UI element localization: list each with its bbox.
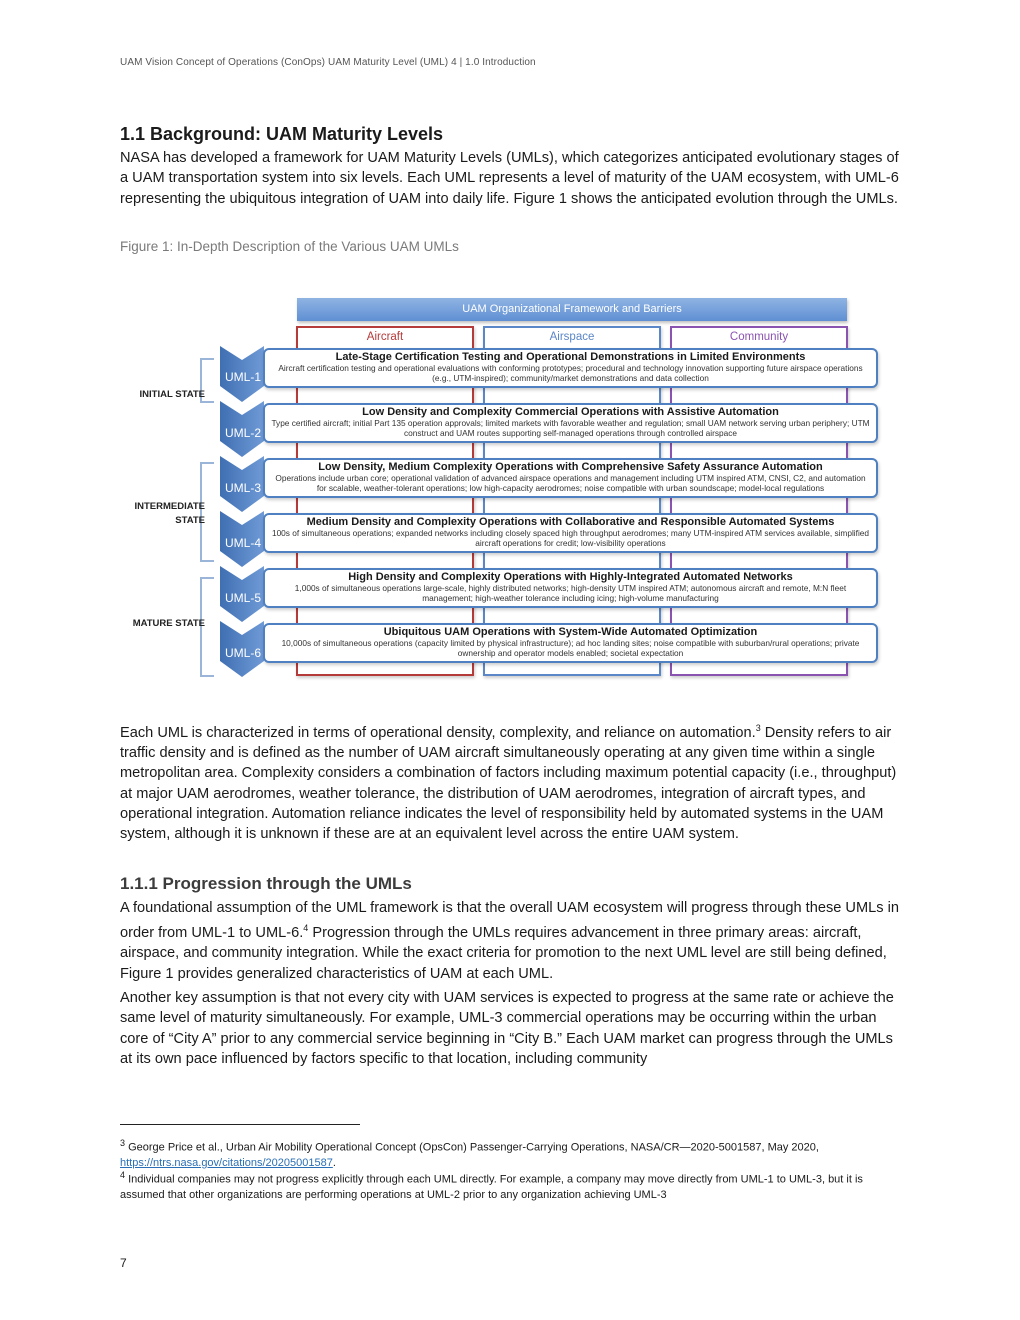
uml-2-description: Type certified aircraft; initial Part 135 operation approvals; limited markets with favorable weather and regulation; small UAM network serving urban periphery; UTM construct and UAM routes supporting self-managed operations through controlled airspace: [271, 418, 870, 438]
uml-6-title: Ubiquitous UAM Operations with System-Wide Automated Optimization: [383, 626, 758, 638]
uml-4-description: 100s of simultaneous operations; expanded networks including closely spaced high throughput aerodromes; many UTM-inspired ATM services available, simplified aircraft operations for credit; low-visibility operations: [271, 528, 870, 548]
uml-3-title: Low Density, Medium Complexity Operations with Comprehensive Safety Assurance Automation: [318, 461, 823, 473]
uml-2-row: [263, 403, 878, 443]
uml-3-row: [263, 458, 878, 498]
column-label-airspace: Airspace: [549, 331, 595, 343]
mature-state-label: MATURE STATE: [132, 618, 205, 629]
column-label-community: Community: [729, 331, 789, 343]
footnote-ref-4[interactable]: 4: [303, 923, 309, 934]
uml-4-title: Medium Density and Complexity Operations with Collaborative and Responsible Automated Systems: [306, 516, 835, 528]
uml-4-row: [263, 513, 878, 553]
running-header: UAM Vision Concept of Operations (ConOps) UAM Maturity Level (UML) 4 | 1.0 Introduction: [120, 57, 536, 68]
footnote-ref-3[interactable]: 3: [755, 723, 761, 733]
uml-1-title: Late-Stage Certification Testing and Operational Demonstrations in Limited Environments: [335, 351, 806, 363]
subsection-heading: 1.1.1 Progression through the UMLs: [120, 874, 412, 893]
intro-paragraph: NASA has developed a framework for UAM Maturity Levels (UMLs), which categorizes anticipated evolutionary stages of a UAM transportation system into six levels. Each UML represents a level of maturity of the UAM ecosystem, with UML-6 representing the ubiquitous integration of UAM into daily life. Figure 1 shows the anticipated evolution through the UMLs.: [120, 150, 899, 207]
uml-1-label: UML-1: [224, 370, 261, 384]
uml-1-description: Aircraft certification testing and operational evaluations with conforming prototypes; procedural and technology innovation supporting future airspace operations (e.g., UTM-inspired); community/market demonstrations and data collection: [278, 363, 863, 383]
intermediate-state-label: INTERMEDIATE STATE: [134, 501, 205, 526]
uml-5-row: [263, 568, 878, 608]
framework-banner: UAM Organizational Framework and Barriers: [297, 298, 847, 321]
uml-4-label: UML-4: [224, 536, 261, 550]
uml-5-title: High Density and Complexity Operations with Highly-Integrated Automated Networks: [348, 571, 793, 583]
section-heading: 1.1 Background: UAM Maturity Levels: [120, 124, 444, 144]
citation-link[interactable]: https://ntrs.nasa.gov/citations/20205001587: [120, 1156, 333, 1169]
uml-6-row: [263, 623, 878, 663]
column-label-aircraft: Aircraft: [366, 331, 404, 343]
progression-paragraph: A foundational assumption of the UML framework is that the overall UAM ecosystem will progress through these UMLs in order from UML-1 to UML-6.$^4$ Progression through the UMLs requires advancement in three primary areas: aircraft, airspace, and community integration. While the exact criteria for promotion to the next UML level are still being defined, Figure 1 provides generalized characteristics of UAM at each UML.: [120, 900, 899, 982]
initial-state-label: INITIAL STATE: [139, 389, 205, 400]
uml-3-description: Operations include urban core; operational validation of advanced airspace operations and management including UTM inspired ATM, CNSI, C2, and automation for scalable, weather-tolerant operations; low high-capacity aerodromes; noise compatible with urban soundscape; model-local regulations: [275, 473, 866, 493]
uml-6-label: UML-6: [224, 646, 261, 660]
footnote-3: $^3$ George Price et al., Urban Air Mobility Operational Concept (OpsCon) Passenger-Carrying Operations, NASA/CR—2020-5001587, May 2020, https://ntrs.nasa.gov/citations/20205001587.: [120, 1138, 819, 1169]
uml-5-description: 1,000s of simultaneous operations large-scale, highly distributed networks; high-density UTM inspired ATM; autonomous aircraft and remote, M:N fleet management; high-weather tolerance including icing; high-volume manufacturing: [294, 583, 847, 603]
uml-2-title: Low Density and Complexity Commercial Operations with Assistive Automation: [362, 406, 779, 418]
uml-characterization-paragraph: Each UML is characterized in terms of operational density, complexity, and reliance on automation.$^3$ Density refers to air traffic density and is defined as the number of UAM aircraft simultaneously operating at any given time within a single metropolitan area. Complexity considers a combination of factors including maximum potential capacity (i.e., throughput) at major UAM aerodromes, weather tolerance, the distribution of UAM aerodromes, integration of aircraft types, and operational integration. Automation reliance indicates the level of responsibility held by automated systems in the UAM system, although it is unknown if these are at an equivalent level across the entire UAM system.: [120, 723, 897, 843]
city-progress-paragraph: Another key assumption is that not every city with UAM services is expected to progress at the same rate or achieve the same level of maturity simultaneously. For example, UML-3 commercial operations may be occurring within the urban core of “City A” prior to any commercial service beginning in “City B.” Each UAM market can progress through the UMLs at its own pace influenced by factors specific to that location, including community: [120, 990, 894, 1067]
uml-1-row: [263, 348, 878, 388]
footnote-4: $^4$ Individual companies may not progress explicitly through each UML directly. For example, a company may move directly from UML-1 to UML-3, but it is assumed that other organizations are performing operations at UML-2 prior to any organization achieving UML-3: [120, 1170, 863, 1201]
uml-framework-figure: [120, 290, 900, 700]
uml-6-description: 10,000s of simultaneous operations (capacity limited by physical infrastructure); ad hoc landing sites; noise compatible with suburban/rural operations; private ownership and operator models enabled; societal expectation: [281, 638, 860, 658]
footnote-divider: [120, 1124, 360, 1125]
uml-3-label: UML-3: [224, 481, 261, 495]
page-number: 7: [120, 1256, 127, 1270]
uml-5-label: UML-5: [224, 591, 261, 605]
figure-caption: Figure 1: In-Depth Description of the Various UAM UMLs: [120, 239, 459, 254]
uml-2-label: UML-2: [224, 426, 261, 440]
